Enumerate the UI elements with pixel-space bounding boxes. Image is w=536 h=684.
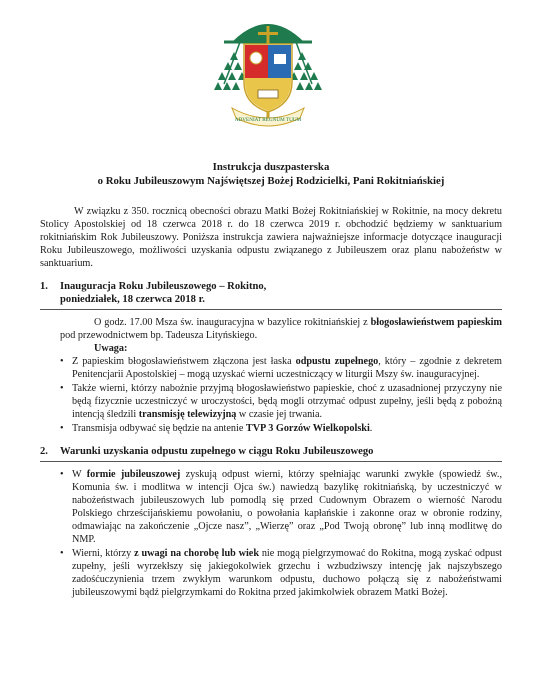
section-2-heading-text: Warunki uzyskania odpustu zupełnego w ciągu Roku Jubileuszowego bbox=[60, 446, 374, 457]
section-1-number: 1. bbox=[40, 281, 48, 292]
list-item: • Transmisja odbywać się będzie na antenie TVP 3 Gorzów Wielkopolski. bbox=[60, 422, 502, 435]
section-2-divider bbox=[40, 461, 502, 462]
section-1-divider bbox=[40, 309, 502, 310]
document-body bbox=[40, 160, 502, 599]
section-2-heading bbox=[40, 445, 502, 458]
crest-motto: ADVENIAT REGNUM TUUM bbox=[234, 117, 302, 123]
intro-paragraph: W związku z 350. rocznicą obecności obrazu Matki Bożej Rokitniańskiej w Rokitnie, na mocy dekretu Stolicy Apostolskiej od 18 czerwca 2018 r. do 18 czerwca 2019 r. obchodzić będziemy w sanktuarium rokitniańskim Rok Jubileuszowy. Poniższa instrukcja zawiera najważniejsze informacje dotyczące inauguracji Roku Jubileuszowego, możliwości uzyskania odpustu związanego z Jubileuszem oraz planu nabożeństw w sanktuarium. bbox=[40, 206, 502, 269]
section-1-heading bbox=[40, 280, 502, 306]
list-item: • Także wierni, którzy nabożnie przyjmą błogosławieństwo papieskie, choć z uzasadnionej przyczyny nie będą fizycznie uczestniczyć w uroczystości, będą mogli otrzymać odpust zupełny, jeśli będą z pobożną intencją śledzili transmisję telewizyjną w czasie jej trwania. bbox=[60, 382, 502, 421]
list-item: • Wierni, którzy z uwagi na chorobę lub wiek nie mogą pielgrzymować do Rokitna, mogą zyskać odpust zupełny, jeśli wyrzekłszy się jakiegokolwiek grzechu i wzbudziwszy intencję jak najszybszego zadośćuczynienia trzem zwykłym warunkom odpustu, duchowo połączą się z nabożeństwami jubileuszowymi bądź pielgrzymkami do Rokitna przed jakimkolwiek obrazem Matki Bożej. bbox=[60, 547, 502, 599]
section-1-list bbox=[40, 355, 502, 435]
section-2-list bbox=[40, 468, 502, 599]
section-1-heading-line1: Inauguracja Roku Jubileuszowego – Rokitno, bbox=[60, 281, 267, 292]
uwaga-label: Uwaga: bbox=[94, 343, 128, 354]
doc-title-line2: o Roku Jubileuszowym Najświętszej Bożej Rodzicielki, Pani Rokitniańskiej bbox=[97, 175, 445, 187]
section-1-paragraph: O godz. 17.00 Msza św. inauguracyjna w bazylice rokitniańskiej z błogosławieństwem papieskim pod przewodnictwem bp. Tadeusza Lityńskiego. bbox=[60, 317, 502, 341]
section-1-heading-line2: poniedziałek, 18 czerwca 2018 r. bbox=[60, 294, 205, 305]
list-item: • W formie jubileuszowej zyskują odpust wierni, którzy spełniając warunki zwykłe (spowiedź św., Komunia św. i modlitwa w intencji Ojca św.) nawiedzą bazylikę rokitniańską, by uczestniczyć w nabożeństwach jubileuszowych lub pomodlą się przed Cudownym Obrazem o wierność Narodu Polskiego chrześcijańskiemu powołaniu, o powołania kapłańskie i zakonne oraz w obronie rodziny, odmawiając na zakończenie „Ojcze nasz”, „Wierzę” oraz „Pod Twoją obronę” lub inną modlitwę do NMP. bbox=[60, 468, 502, 546]
doc-title-line1: Instrukcja duszpasterska bbox=[212, 161, 330, 173]
list-item: • Z papieskim błogosławieństwem złączona jest łaska odpustu zupełnego, który – zgodnie z dekretem Penitencjarii Apostolskiej – mogą uzyskać wierni uczestniczący w liturgii Mszy św. inauguracyjnej. bbox=[60, 355, 502, 381]
coat-of-arms bbox=[210, 4, 326, 132]
section-2-number: 2. bbox=[40, 446, 48, 457]
